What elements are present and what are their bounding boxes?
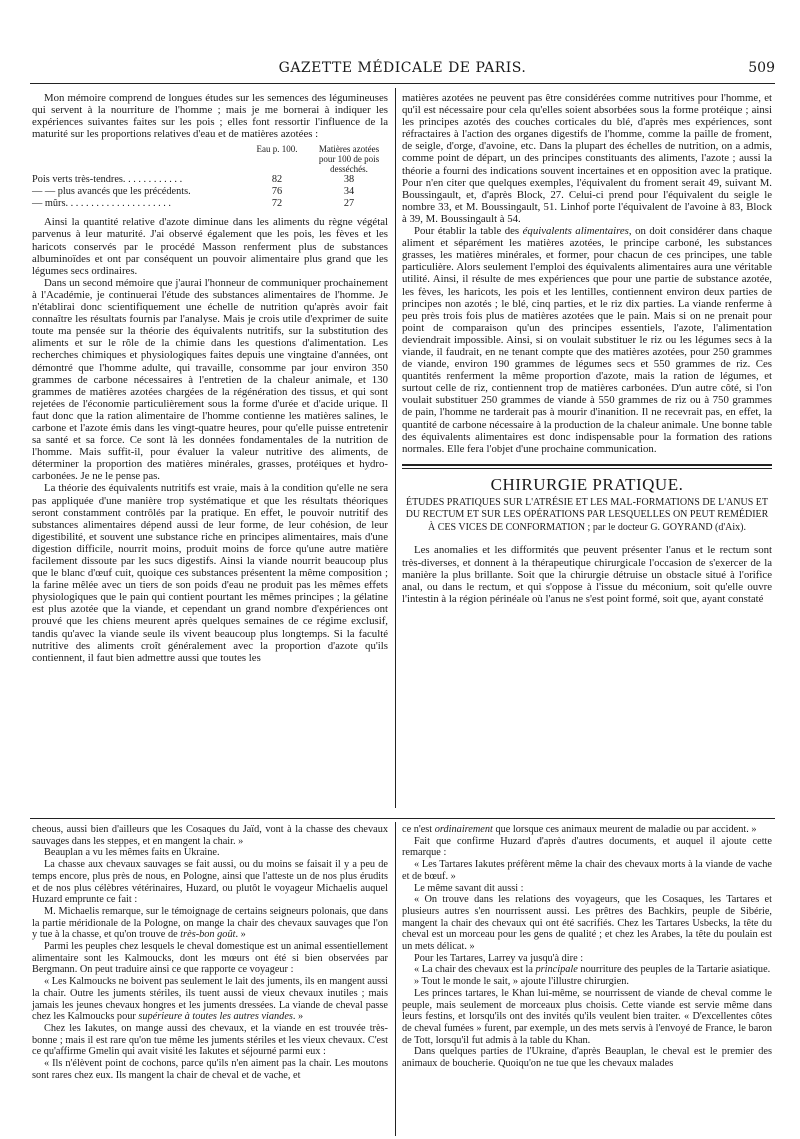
emphasis: principale	[535, 964, 578, 976]
section-rule	[402, 468, 772, 469]
paragraph: Mon mémoire comprend de longues études sur les semences des légumineuses qui servent à la nourriture de l'homme ; mais je me bornerai à indiquer les expériences suivantes faites sur les pois ; elles font ressortir l'influence de la maturité sur les proportions relatives d'eau et de matières azotées :	[32, 92, 388, 141]
paragraph	[402, 964, 772, 976]
emphasis: ordinairement	[434, 824, 493, 835]
azote-value: 27	[343, 198, 355, 210]
section-subtitle	[402, 497, 772, 535]
paragraph: Les princes tartares, le Khan lui-même, se nourrissent de viande de cheval comme le peuple, mais seulement de morceaux plus choisis. Cette viande est servie même dans leurs festins, et lorsqu'ils ont des invités qu'ils veulent bien traiter. « D'excellentes côtes de cheval fumées » furent, par exemple, un des mets servis à l'envoyé de France, le baron de Tott, lorsqu'il fut admis à la table du Khan.	[402, 987, 772, 1046]
eau-value: 76	[271, 186, 283, 198]
paragraph: Ainsi la quantité relative d'azote diminue dans les aliments du règne végétal parvenus à leur maturité. J'ai observé également que les pois, les fèves et les haricots conservés par le procédé Masson renferment plus de substances albuminoïdes et ont par conséquent un pouvoir alimentaire plus grand que les légumes secs ordinaires.	[32, 216, 388, 277]
column-header-eau: Eau p. 100.	[256, 144, 298, 155]
text-run: « Les Kalmoucks ne boivent pas seulement le lait des juments, ils en mangent aussi la chair. Outre les juments stériles, ils tuent aussi de vieux chevaux inutiles ; mais jamais les jeunes chevaux hongres et les juments dressées. La viande de cheval passe chez les Kalmoucks pour	[32, 976, 389, 1023]
bottom-right-column	[402, 824, 772, 1070]
text-run: ce n'est	[402, 824, 435, 835]
emphasis: équivalents alimentaires	[522, 225, 629, 238]
emphasis: très-bon goût	[180, 929, 236, 941]
eau-value: 72	[271, 198, 283, 210]
paragraph: Parmi les peuples chez lesquels le cheval domestique est un animal essentiellement alimentaire sont les Kalmoucks, dont les mœurs ont été si bien observées par Bergmann. On peut traduire ainsi ce que rapporte ce voyageur :	[32, 941, 388, 976]
paragraph: Dans un second mémoire que j'aurai l'honneur de communiquer prochainement à l'Académie, je continuerai l'étude des substances alimentaires de l'homme. Je n'établirai donc scientifiquement une échelle de nutrition qu'après avoir fait connaître les résultats fournis par l'analyse. Mais je crois utile d'exprimer de suite toute ma pensée sur la théorie des équivalents nutritifs, sur la substitution des aliments et sur le rôle de la chimie dans les questions d'alimentation. Les recherches chimiques et physiologiques faites depuis une vingtaine d'années, ont démontré que l'homme adulte, qui travaille, consomme par jour environ 350 grammes de carbone nécessaires à l'entretien de la chaleur animale, et 130 grammes de matières azotées chargées de la régénération des tissus, et qui sont rejetées de l'économie particulièrement sous la forme d'urée et d'acide urique. Il faut donc que la ration alimentaire de l'homme contienne les matières salines, le carbone et l'azote émis dans les vingt-quatre heures, pour qu'elle puisse entretenir sa santé et sa force. Ce sont là les données fondamentales de la nutrition de l'homme. Mais suffit-il, pour évaluer la valeur nutritive des aliments, de déterminer la proportion des matières minérales, grasses, protéiques et hydro-carbonées. Je ne le pense pas.	[32, 276, 388, 483]
peas-table	[32, 144, 388, 210]
page-number: 509	[748, 60, 775, 76]
paragraph: La théorie des équivalents nutritifs est vraie, mais à la condition qu'elle ne sera pas appliquée d'une manière trop systématique et que les résultats théoriques seront constamment contrôlés par la pratique. En effet, le pouvoir nutritif des substances alimentaires dépend aussi de leur forme, de leur cohésion, de leur digestibilité, et souvent une substance riche en principes alimentaires, mais d'une digestion difficile, nourrit moins, produit moins de force qu'une autre matière facilement dissoute par les sucs digestifs. Ainsi la viande nourrit beaucoup plus que le blanc d'œuf cuit, quoique ces substances présentent la même composition ; la farine mêlée avec un tiers de son poids d'eau ne produit pas les mêmes effets physiologiques que le pain qui contient pourtant les mêmes principes ; la gélatine est plus azotée que la viande, et cependant un grand nombre d'expériences ont prouvé que les chiens meurent après quelques semaines de ce régime exclusif, tandis qu'avec la viande seule ils vivent beaucoup plus longtemps. Si la faculté nutritive des aliments croît généralement avec la proportion d'azote qu'ils contiennent, il faut bien admettre aussi que toutes les	[32, 482, 388, 664]
header-rule	[30, 83, 775, 84]
row-label: Pois verts très-tendres. . . . . . . . . . . .	[32, 174, 183, 186]
subtitle-author: par le docteur G. GOYRAND (d'Aix).	[592, 521, 746, 533]
table-header	[32, 144, 388, 174]
table-row	[32, 174, 388, 186]
paragraph: Beauplan a vu les mêmes faits en Ukraine.	[44, 847, 220, 859]
paragraph: La chasse aux chevaux sauvages se fait aussi, ou du moins se faisait il y a peu de temps encore, plus près de nous, en Pologne, ainsi que l'atteste un de nos plus érudits et de nos plus célèbres vétérinaires, Huzard, ou plutôt le voyageur Michaelis auquel Huzard emprunte ce fait :	[32, 859, 388, 906]
paragraph: cheous, aussi bien d'ailleurs que les Cosaques du Jaïd, vont à la chasse des chevaux sauvages dans les steppes, et en mangent la chair. »	[32, 824, 388, 847]
column-divider	[395, 88, 396, 808]
row-label: — — plus avancés que les précédents.	[32, 186, 191, 198]
paragraph	[32, 976, 388, 1023]
paragraph: Les anomalies et les difformités que peuvent présenter l'anus et le rectum sont très-diverses, et donnent à la thérapeutique chirurgicale l'occasion de s'exercer de la manière la plus brillante. Soit que la chirurgie détruise un obstacle situé à l'orifice anal, ou dans le rectum, et qui s'oppose à l'issue du méconium, soit qu'elle ouvre l'intestin à la région périnéale où l'anus ne s'est point formé, soit que, ayant constaté	[402, 544, 772, 605]
text-run: M. Michaelis remarque, sur le témoignage de certains seigneurs polonais, que dans la partie méridionale de la Pologne, on mange la chair des chevaux sauvages que l'on y tue à la chasse, et qu'on trouve de	[32, 905, 388, 941]
text-run: « La chair des chevaux est la	[414, 964, 536, 976]
text-run: que lorsque ces animaux meurent de maladie ou par accident. »	[492, 824, 757, 835]
eau-value: 82	[271, 174, 283, 186]
paragraph: Chez les Iakutes, on mange aussi des chevaux, et la viande en est trouvée très-bonne ; mais il est rare qu'on tue même les juments stériles et les vieux chevaux. C'est ce qu'affirme Gmelin qui avait visité les Iakutes et séjourné parmi eux :	[32, 1022, 388, 1058]
azote-value: 34	[343, 186, 355, 198]
feuilleton-rule	[30, 818, 775, 819]
section-rule	[402, 464, 772, 466]
emphasis: supérieure à toutes les autres viandes	[138, 1011, 293, 1023]
column-header-azote: Matières azotées pour 100 de pois desséchés.	[318, 144, 380, 175]
paragraph: Fait que confirme Huzard d'après d'autres documents, et auquel il ajoute cette remarque :	[402, 835, 772, 859]
azote-value: 38	[343, 174, 355, 186]
paragraph: « Ils n'élèvent point de cochons, parce qu'ils n'en aiment pas la chair. Les moutons sont rares chez eux. Ils mangent la chair de cheval et de vache, et	[32, 1058, 388, 1081]
text-run: . »	[292, 1011, 304, 1023]
text-run: , on doit considérer dans chaque aliment et séparément les matières azotées, le principe carboné, les substances grasses, les matières minérales, et former, pour chacun de ces principes, une table particulière. Alors seulement l'emploi des équivalents alimentaires aura une véritable utilité. Ainsi, il résulte de mes expériences que pour une partie de substance azotée, les fèves, les haricots, les pois et les lentilles, contiennent environ deux parties de principes non azotés ; le blé, cinq parties, et le riz dix parties. La viande renferme à peu près trois fois plus de matières azotées que le pain. Mais si on ne prenait pour point de comparaison qu'un des principes essentiels, l'azote, l'alimentation deviendrait impossible. Ainsi, si on voulait substituer le riz ou les légumes secs à la viande, il faudrait, en ne tenant compte que des matières azotées, pour 250 grammes de viande, environ 190 grammes de légumes secs et 550 grammes de riz. Ces quantités renferment la même proportion d'azote, mais la ration de légumes, et surtout celle de riz, contiennent trop de matières carbonées. D'un autre côté, si l'on voulait substituer 250 grammes de viande à 550 grammes de riz ou à 750 grammes de pain, l'homme ne tarderait pas à mourir d'inanition. Il ne recevrait pas, en effet, la quantité de carbone nécessaire à la production de la chaleur animale. Une bonne table des équivalents alimentaires est donc indispensable pour la formation des rations normales. Elle fera l'objet d'une prochaine communication.	[402, 225, 772, 455]
paragraph	[402, 824, 772, 836]
top-left-column	[32, 92, 388, 664]
text-run: Pour établir la table des	[414, 225, 523, 238]
paragraph: matières azotées ne peuvent pas être considérées comme nutritives pour l'homme, et qu'il est nécessaire pour cela qu'elles soient absorbées sous la forme protéique ; ainsi les principes azotés des couches corticales du blé, d'après mes expériences, sont réfractaires à l'action des organes digestifs de l'homme, comme la paille de froment, de seigle, d'orge, d'avoine, etc. Dans la plupart des échelles de nutrition, on a admis, comme point de départ, un des principes constituants des aliments, l'azote ; aussi la théorie a fourni des indications souvent incertaines et en opposition avec la pratique. Pour n'en citer que quelques exemples, l'équivalent du froment serait 49, suivant M. Boussingault, et, d'après Block, 27. Celui-ci prend pour l'équivalent du seigle le nombre 33, et M. Boussingault, 51. Linhof porte l'équivalent de l'avoine à 83, Block à 39, M. Boussingault à 54.	[402, 92, 772, 225]
paragraph: Le même savant dit aussi :	[414, 882, 524, 894]
top-right-column	[402, 92, 772, 605]
paragraph: « On trouve dans les relations des voyageurs, que les Cosaques, les Tartares et plusieurs autres s'en nourrissent aussi. Les prêtres des Bachkirs, peuple de Sibérie, mangent la chair des chevaux qui ont été sacrifiés. Chez les Tartares Usbecks, la tête du cheval est un morceau pour les gens de qualité ; et chez les Arabes, la tête du poulain est un mets délicat. »	[402, 894, 772, 953]
paragraph: » Tout le monde le sait, » ajoute l'illustre chirurgien.	[414, 976, 629, 988]
journal-title: GAZETTE MÉDICALE DE PARIS.	[278, 60, 527, 76]
paragraph	[32, 906, 388, 941]
subtitle-heading: ÉTUDES PRATIQUES SUR L'ATRÉSIE ET LES MAL-FORMATIONS DE L'ANUS ET DU RECTUM ET SUR LES OPÉRATIONS PAR LESQUELLES ON PEUT REMÉDIER À CES VICES DE CONFORMATION ;	[405, 496, 769, 533]
paragraph: Pour les Tartares, Larrey va jusqu'à dire :	[414, 952, 584, 964]
bottom-left-column	[32, 824, 388, 1081]
text-run: . »	[235, 929, 246, 941]
page-header	[30, 60, 775, 82]
paragraph	[402, 225, 772, 455]
text-run: nourriture des peuples de la Tartarie asiatique.	[577, 964, 771, 976]
row-label: — mûrs. . . . . . . . . . . . . . . . . . . . .	[32, 198, 172, 210]
table-row	[32, 198, 388, 210]
column-divider	[395, 822, 396, 1136]
table-row	[32, 186, 388, 198]
paragraph: « Les Tartares Iakutes préfèrent même la chair des chevaux morts à la viande de vache et de bœuf. »	[402, 859, 772, 882]
section-title: CHIRURGIE PRATIQUE.	[490, 474, 684, 494]
paragraph: Dans quelques parties de l'Ukraine, d'après Beauplan, le cheval est le premier des animaux de boucherie. Quoiqu'on ne tue que les chevaux malades	[402, 1046, 772, 1070]
